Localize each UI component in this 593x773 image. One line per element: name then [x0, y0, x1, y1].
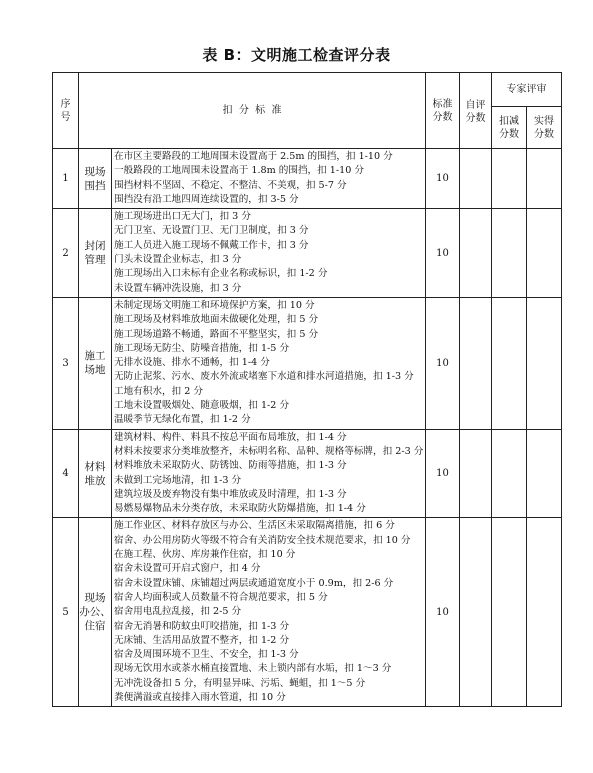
criteria-line: 施工人员进入施工现场不佩戴工作卡，扣 3 分 — [114, 239, 309, 251]
criteria-line: 现场无饮用水或茶水桶直接置地、未上锁内部有水垢，扣 1～3 分 — [114, 663, 392, 675]
item-name: 施工 场地 — [79, 297, 112, 429]
criteria-cell — [112, 518, 426, 707]
criteria-line: 无床铺、生活用品放置不整齐，扣 1-2 分 — [114, 634, 290, 646]
criteria-line: 未设置车辆冲洗设施，扣 3 分 — [114, 282, 242, 294]
header-criteria: 扣 分 标 准 — [79, 73, 426, 149]
standard-score: 10 — [426, 297, 460, 429]
actual-score-cell[interactable] — [527, 149, 562, 209]
criteria-line: 易燃易爆物品未分类存放，未采取防火防爆措施，扣 1-4 分 — [114, 503, 366, 515]
score-table — [52, 72, 562, 707]
criteria-line: 无门卫室、无设置门卫、无门卫制度，扣 3 分 — [114, 225, 309, 237]
row-number: 4 — [53, 429, 79, 518]
table-row — [53, 149, 562, 209]
criteria-line: 建筑垃圾及废弃物没有集中堆放或及时清理，扣 1-3 分 — [114, 488, 347, 500]
actual-score-cell[interactable] — [527, 209, 562, 298]
item-name: 现场 围挡 — [79, 149, 112, 209]
criteria-cell — [112, 149, 426, 209]
criteria-cell — [112, 209, 426, 298]
self-score-cell[interactable] — [460, 429, 492, 518]
row-number: 2 — [53, 209, 79, 298]
criteria-line: 无冲洗设备扣 5 分，有明显异味、污垢、蝇蛆，扣 1～5 分 — [114, 677, 366, 689]
criteria-line: 温暖季节无绿化布置，扣 1-2 分 — [114, 414, 251, 426]
header-expert-review: 专家评审 — [492, 73, 562, 107]
criteria-line: 门头未设置企业标志，扣 3 分 — [114, 254, 242, 266]
criteria-line: 施工现场出入口未标有企业名称或标识，扣 1-2 分 — [114, 268, 328, 280]
criteria-line: 宿舍及周围环境不卫生、不安全，扣 1-3 分 — [114, 649, 299, 661]
criteria-cell — [112, 297, 426, 429]
criteria-line: 材料未按要求分类堆放整齐，未标明名称、品种、规格等标牌，扣 2-3 分 — [114, 445, 424, 457]
row-number: 5 — [53, 518, 79, 707]
criteria-line: 宿舍人均面积或人员数量不符合规范要求，扣 5 分 — [114, 591, 328, 603]
standard-score: 10 — [426, 209, 460, 298]
criteria-line: 未做到工完场地清，扣 1-3 分 — [114, 474, 242, 486]
criteria-line: 宿舍无消暑和防蚊虫叮咬措施，扣 1-3 分 — [114, 620, 290, 632]
table-row — [53, 297, 562, 429]
criteria-line: 施工现场及材料堆放地面未做硬化处理，扣 5 分 — [114, 314, 319, 326]
deduct-score-cell[interactable] — [492, 209, 527, 298]
row-number: 3 — [53, 297, 79, 429]
criteria-line: 粪便满溢或直接排入雨水管道，扣 10 分 — [114, 691, 286, 703]
row-number: 1 — [53, 149, 79, 209]
deduct-score-cell[interactable] — [492, 518, 527, 707]
criteria-line: 宿舍用电乱拉乱接，扣 2-5 分 — [114, 606, 242, 618]
self-score-cell[interactable] — [460, 149, 492, 209]
self-score-cell[interactable] — [460, 518, 492, 707]
criteria-line: 围挡材料不坚固、不稳定、不整洁、不美观，扣 5-7 分 — [114, 179, 347, 191]
deduct-score-cell[interactable] — [492, 429, 527, 518]
header-self-score: 自评 分数 — [460, 73, 492, 149]
criteria-line: 在施工程、伙房、库房兼作住宿，扣 10 分 — [114, 549, 296, 561]
criteria-line: 施工现场无防尘、防噪音措施，扣 1-5 分 — [114, 342, 290, 354]
criteria-line: 围挡没有沿工地四周连续设置的，扣 3-5 分 — [114, 193, 299, 205]
criteria-line: 建筑材料、构件、料具不按总平面布局堆放，扣 1-4 分 — [114, 431, 347, 443]
item-name: 材料 堆放 — [79, 429, 112, 518]
criteria-line: 宿舍未设置可开启式窗户，扣 4 分 — [114, 563, 261, 575]
self-score-cell[interactable] — [460, 209, 492, 298]
deduct-score-cell[interactable] — [492, 297, 527, 429]
table-row — [53, 209, 562, 298]
self-score-cell[interactable] — [460, 297, 492, 429]
table-title: 表 B：文明施工检查评分表 — [202, 46, 391, 64]
criteria-line: 施工现场进出口无大门，扣 3 分 — [114, 211, 251, 223]
criteria-line: 工地未设置吸烟处、随意吸烟，扣 1-2 分 — [114, 400, 290, 412]
item-name: 现场 办公、 住宿 — [79, 518, 112, 707]
actual-score-cell[interactable] — [527, 518, 562, 707]
criteria-line: 工地有积水，扣 2 分 — [114, 385, 203, 397]
header-seq: 序 号 — [53, 73, 79, 149]
actual-score-cell[interactable] — [527, 297, 562, 429]
criteria-line: 宿舍、办公用房防火等级不符合有关消防安全技术规范要求，扣 10 分 — [114, 534, 411, 546]
criteria-line: 无防止泥浆、污水、废水外流或堵塞下水道和排水河道措施，扣 1-3 分 — [114, 371, 414, 383]
item-name: 封闭 管理 — [79, 209, 112, 298]
criteria-cell — [112, 429, 426, 518]
deduct-score-cell[interactable] — [492, 149, 527, 209]
criteria-line: 未制定现场文明施工和环境保护方案，扣 10 分 — [114, 299, 315, 311]
criteria-line: 材料堆放未采取防火、防锈蚀、防雨等措施，扣 1-3 分 — [114, 460, 347, 472]
actual-score-cell[interactable] — [527, 429, 562, 518]
criteria-line: 施工作业区、材料存放区与办公、生活区未采取隔离措施，扣 6 分 — [114, 520, 395, 532]
table-row — [53, 429, 562, 518]
standard-score: 10 — [426, 149, 460, 209]
header-deduct-score: 扣减 分数 — [492, 107, 527, 149]
table-row — [53, 518, 562, 707]
header-actual-score: 实得 分数 — [527, 107, 562, 149]
criteria-line: 施工现场道路不畅通，路面不平整坚实，扣 5 分 — [114, 328, 319, 340]
standard-score: 10 — [426, 518, 460, 707]
header-standard-score: 标准 分数 — [426, 73, 460, 149]
standard-score: 10 — [426, 429, 460, 518]
criteria-line: 无排水设施、排水不通畅，扣 1-4 分 — [114, 357, 270, 369]
criteria-line: 在市区主要路段的工地周围未设置高于 2.5m 的围挡，扣 1-10 分 — [114, 151, 393, 162]
criteria-line: 宿舍未设置床铺、床铺超过两层或通道宽度小于 0.9m，扣 2-6 分 — [114, 577, 394, 589]
criteria-line: 一般路段的工地周围未设置高于 1.8m 的围挡，扣 1-10 分 — [114, 165, 364, 177]
